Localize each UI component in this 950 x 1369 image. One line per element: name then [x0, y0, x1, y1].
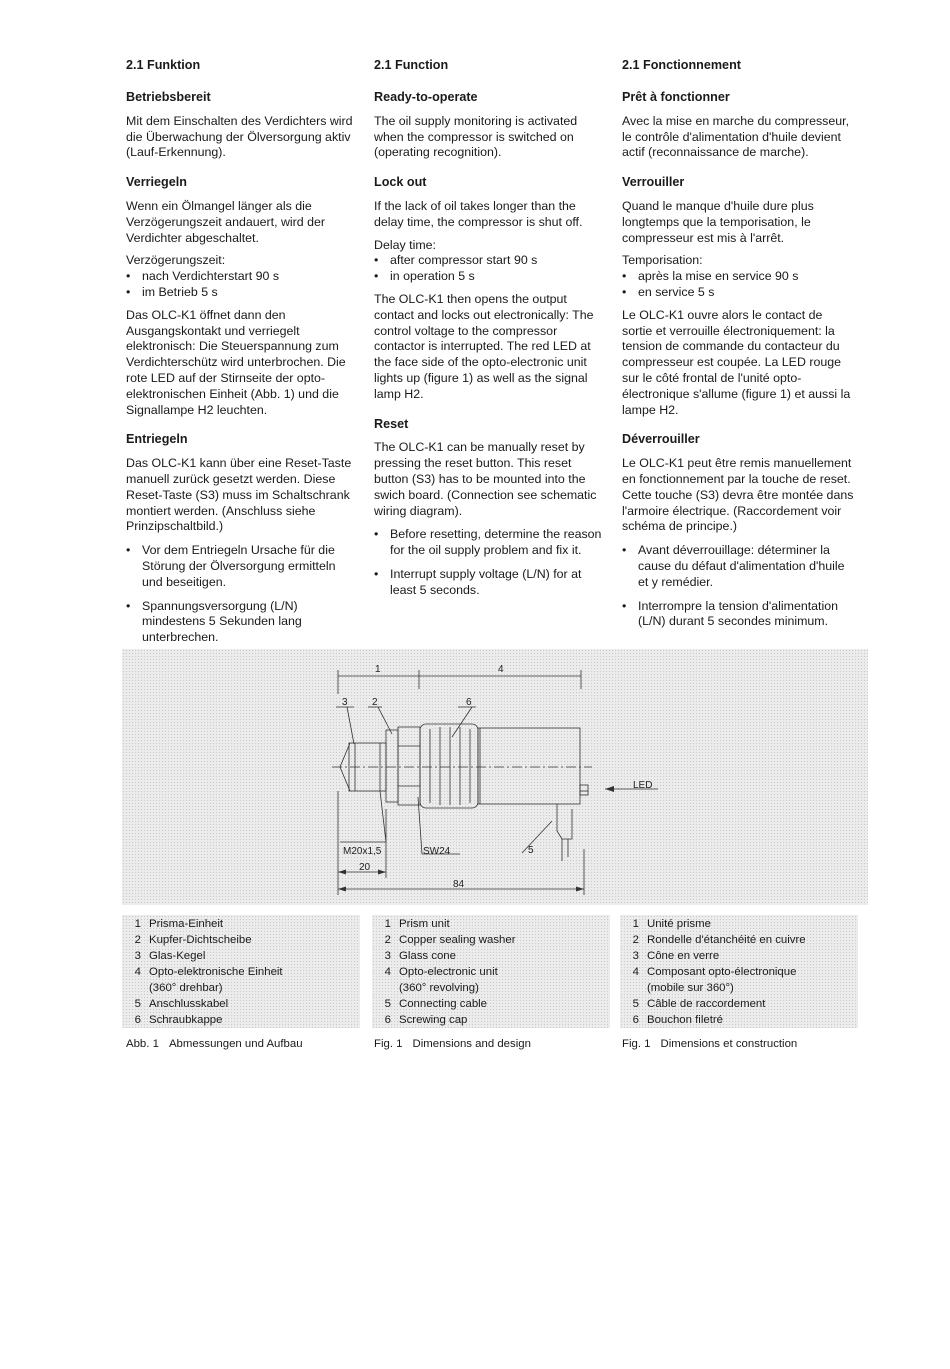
legend-row: 5 Connecting cable: [384, 998, 488, 1010]
paragraph-reset: Das OLC-K1 kann über eine Reset-Taste manuell zurück gesetzt werden. Diese Reset-Taste (S3) muss im Schaltschrank montiert werden. (Anschluss siehe Prinzipschaltbild.): [126, 456, 352, 534]
reset-list: [622, 543, 854, 630]
legend-row: 6 Bouchon filetré: [632, 1014, 723, 1026]
paragraph-lock-detail: Das OLC-K1 öffnet dann den Ausgangskontakt und verriegelt elektronisch: Die Steuerspannung zum Verdichterschütz wird unterbrochen. Die rote LED auf der Stirnseite der opto-elektronischen Einheit (Abb. 1) und die Signallampe H2 leuchten.: [126, 307, 346, 417]
callout-4: 4: [498, 664, 504, 675]
legend-row: 5 Anschlusskabel: [134, 998, 229, 1010]
legend-french: [620, 915, 858, 1028]
paragraph-reset: Le OLC-K1 peut être remis manuellement en fonctionnement par la touche de reset. Cette touche (S3) devra être montée dans l'armoire électrique. (Raccordement voir schéma de principe.): [622, 456, 854, 534]
column-english: [374, 58, 606, 607]
callout-3: 3: [342, 697, 348, 708]
legend-row: 4 Composant opto-électronique: [632, 966, 797, 978]
delay-label: Verzögerungszeit:: [126, 253, 226, 268]
legend-row: 2 Kupfer-Dichtscheibe: [134, 934, 252, 946]
heading-lock: Lock out: [374, 175, 427, 190]
callout-5: 5: [528, 845, 534, 856]
list-item: • après la mise en service 90 s: [622, 269, 854, 285]
dimension-drawing: [122, 649, 868, 905]
legend-row: 1 Unité prisme: [632, 918, 711, 930]
callout-1: 1: [375, 664, 381, 675]
column-french: [622, 58, 854, 638]
delay-list: [374, 253, 606, 285]
legend-row: 3 Glas-Kegel: [134, 950, 206, 962]
legend-row: 3 Glass cone: [384, 950, 456, 962]
figure-caption-german: Abb. 1 Abmessungen und Aufbau: [126, 1038, 303, 1050]
figure-caption-english: Fig. 1 Dimensions and design: [374, 1038, 531, 1050]
heading-reset: Reset: [374, 416, 409, 431]
paragraph-ready: The oil supply monitoring is activated when the compressor is switched on (operating recognition).: [374, 113, 578, 160]
heading-reset: Entriegeln: [126, 432, 188, 447]
list-item: • Before resetting, determine the reason for the oil supply problem and fix it.: [374, 527, 606, 559]
paragraph-lock-detail: The OLC-K1 then opens the output contact and locks out electronically: The control voltage to the compressor contactor is interrupted. The red LED at the face side of the opto-electronic unit lights up (figure 1) as well as the signal lamp H2.: [374, 291, 594, 401]
wrench-size-label: SW24: [423, 846, 451, 857]
legend-row: 1 Prism unit: [384, 918, 450, 930]
heading-reset: Déverrouiller: [622, 432, 700, 447]
legend-english: [372, 915, 610, 1028]
list-item: • im Betrieb 5 s: [126, 285, 358, 301]
dimension-20: 20: [359, 862, 371, 873]
list-item: • in operation 5 s: [374, 269, 606, 285]
legend-row: 4 Opto-elektronische Einheit: [134, 966, 283, 978]
reset-list: [374, 527, 606, 598]
legend-row: (mobile sur 360°): [647, 982, 734, 994]
section-title: 2.1 Funktion: [126, 58, 201, 72]
heading-ready: Prêt à fonctionner: [622, 90, 730, 104]
list-item: • Spannungsversorgung (L/N) mindestens 5 Sekunden lang unterbrechen.: [126, 599, 358, 646]
heading-lock: Verrouiller: [622, 175, 685, 190]
list-item: • nach Verdichterstart 90 s: [126, 269, 358, 285]
paragraph-lock: Wenn ein Ölmangel länger als die Verzögerungszeit andauert, wird der Verdichter abgeschaltet.: [126, 198, 326, 245]
figure-caption-french: Fig. 1 Dimensions et construction: [622, 1038, 798, 1050]
heading-ready: Betriebsbereit: [126, 90, 211, 104]
heading-lock: Verriegeln: [126, 175, 187, 190]
delay-label: Temporisation:: [622, 253, 703, 268]
paragraph-lock: If the lack of oil takes longer than the delay time, the compressor is shut off.: [374, 198, 583, 229]
thread-label: M20x1,5: [343, 846, 382, 857]
dimension-84: 84: [453, 879, 465, 890]
legend-row: (360° drehbar): [149, 982, 223, 994]
led-label: LED: [633, 780, 653, 791]
list-item: • en service 5 s: [622, 285, 854, 301]
callout-6: 6: [466, 697, 472, 708]
paragraph-lock: Quand le manque d'huile dure plus longtemps que la temporisation, le compresseur est mis à l'arrêt.: [622, 198, 814, 245]
delay-label: Delay time:: [374, 237, 436, 252]
legend-row: 6 Screwing cap: [384, 1014, 468, 1026]
legend-row: 2 Copper sealing washer: [384, 934, 516, 946]
legend-row: 6 Schraubkappe: [134, 1014, 223, 1026]
section-title: 2.1 Fonctionnement: [622, 58, 741, 72]
paragraph-lock-detail: Le OLC-K1 ouvre alors le contact de sortie et verrouille électroniquement: la tension de commande du contacteur du compresseur est coupée. La LED rouge sur le côté frontal de l'unité opto-électronique s'allume (figure 1) et aussi la lampe H2.: [622, 307, 851, 417]
list-item: • Interrompre la tension d'alimentation (L/N) durant 5 secondes minimum.: [622, 599, 854, 631]
list-item: • Interrupt supply voltage (L/N) for at least 5 seconds.: [374, 567, 606, 599]
delay-list: [126, 269, 358, 301]
list-item: • Vor dem Entriegeln Ursache für die Störung der Ölversorgung ermitteln und beseitigen.: [126, 543, 358, 590]
heading-ready: Ready-to-operate: [374, 90, 478, 104]
delay-list: [622, 269, 854, 301]
list-item: • Avant déverrouillage: déterminer la cause du défaut d'alimentation d'huile et y remédier.: [622, 543, 854, 590]
legend-row: 3 Cône en verre: [632, 950, 720, 962]
reset-list: [126, 543, 358, 646]
legend-row: 5 Câble de raccordement: [632, 998, 766, 1010]
legend-row: 1 Prisma-Einheit: [134, 918, 224, 930]
callout-2: 2: [372, 697, 378, 708]
legend-german: [122, 915, 360, 1028]
legend-row: 2 Rondelle d'étanchéité en cuivre: [632, 934, 806, 946]
paragraph-reset: The OLC-K1 can be manually reset by pressing the reset button. This reset button (S3) has to be mounted into the swich board. (Connection see schematic wiring diagram).: [374, 440, 597, 518]
legend-row: 4 Opto-electronic unit: [384, 966, 498, 978]
paragraph-ready: Avec la mise en marche du compresseur, le contrôle d'alimentation d'huile devient actif (reconnaissance de marche).: [622, 113, 850, 160]
list-item: • after compressor start 90 s: [374, 253, 606, 269]
legend-row: (360° revolving): [399, 982, 479, 994]
column-german: [126, 58, 358, 654]
section-title: 2.1 Function: [374, 58, 449, 72]
paragraph-ready: Mit dem Einschalten des Verdichters wird die Überwachung der Ölversorgung aktiv (Lauf-Erkennung).: [126, 113, 353, 160]
